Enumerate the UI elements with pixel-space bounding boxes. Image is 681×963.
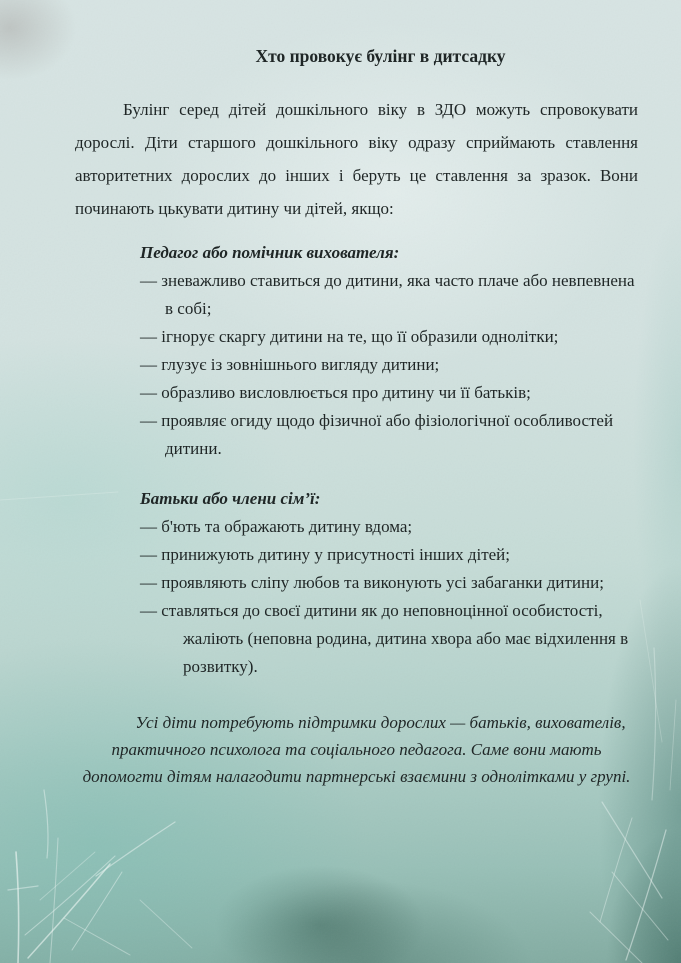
section-parents bbox=[140, 485, 638, 681]
list-item: — образливо висловлюється про дитину чи її батьків; bbox=[140, 382, 531, 402]
list-item: — б'ють та ображають дитину вдома; bbox=[140, 517, 413, 537]
list-item: — зневажливо ставиться до дитини, яка часто плаче або невпевнена в собі; bbox=[140, 270, 635, 318]
conclusion-paragraph: Усі діти потребують підтримки дорослих — батьків, вихователів, практичного психолога та соціального педагога. Саме вони мають допомогти дітям налагодити партнерські взаємини з однолітками у групі. bbox=[82, 713, 631, 787]
list-item: — принижують дитину у присутності інших дітей; bbox=[140, 545, 511, 565]
list-item: — глузує із зовнішнього вигляду дитини; bbox=[140, 354, 440, 374]
section-teacher bbox=[140, 239, 638, 463]
list-item: — ставляться до своєї дитини як до неповноцінної особистості, жаліють (неповна родина, дитина хвора або має відхилення в розвитку). bbox=[140, 601, 629, 677]
list-item: — проявляє огиду щодо фізичної або фізіологічної особливостей дитини. bbox=[140, 410, 614, 458]
section-teacher-heading: Педагог або помічник вихователя: bbox=[140, 242, 400, 262]
section-parents-heading: Батьки або члени сім’ї: bbox=[140, 489, 321, 508]
page-title: Хто провокує булінг в дитсадку bbox=[255, 46, 506, 66]
intro-paragraph: Булінг серед дітей дошкільного віку в ЗДО можуть спровокувати дорослі. Діти старшого дошкільного віку одразу сприймають ставлення авторитетних дорослих до інших і беруть це ставлення за зразок. Вони починають цькувати дитину чи дітей, якщо: bbox=[75, 99, 638, 218]
list-item: — ігнорує скаргу дитини на те, що її образили однолітки; bbox=[140, 326, 559, 346]
list-item: — проявляють сліпу любов та виконують усі забаганки дитини; bbox=[140, 573, 604, 593]
